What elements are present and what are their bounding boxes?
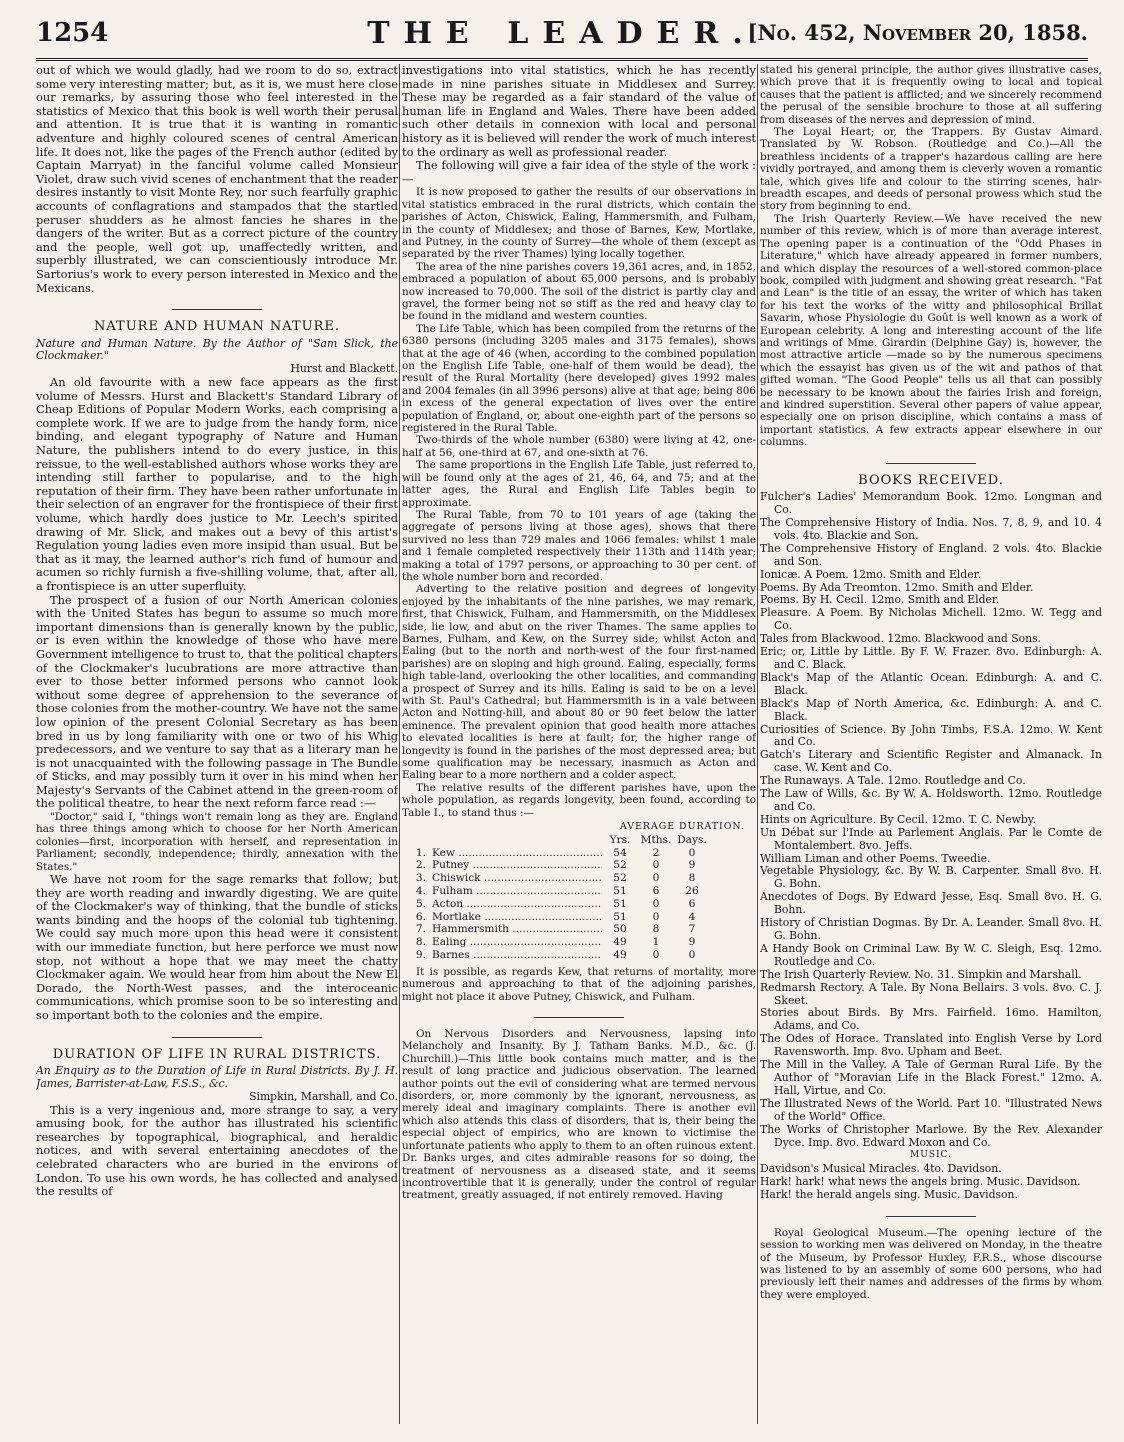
list-item: William Liman and other Poems. Tweedie. (760, 851, 991, 865)
table-cell-parish: Chiswick ..... (426, 872, 602, 885)
nature-paragraph-1: An old favourite with a new face appears as the first volume of Messrs. Hurst and Blackett's Standard Library of Cheap Editions of Popular Modern Works, each comprising a complete work. If we are to judge from the handy form, nice binding, and elegant typography of Nature and Human Nature, the publishers intend to do every justice, in this reissue, to the well-established authors whose works they are intending still farther to popularise, and to the high reputation of their firm. They have been rather unfortunate in their selection of an engraver for the frontispiece of their first volume, which hardly does justice to Mr. Leech's spirited drawing of Mr. Slick, and makes out a bevy of this artist's Regulation young ladies even more insipid than usual. But be that as it may, the learned author's rich fund of humour and acumen so richly furnish a five-shilling volume, that, after all, a frontispiece is an utter superfluity. (36, 375, 398, 593)
table-cell-days: 6 (688, 897, 696, 910)
duration-paragraph-3: The following will give a fair idea of the style of the work :— (402, 158, 756, 186)
list-item: Curiosities of Science. By John Timbs, F.S.A. 12mo. W. Kent and Co. (760, 722, 1102, 749)
loyal-heart-review: The Loyal Heart; or, the Trappers. By Gustav Aimard. Translated by W. Robson. (Routledge and Co.)—All the breathless incidents of a trapper's hazardous calling are here vividly portrayed, and among them is cleverly woven a romantic tale, which gives life and colour to the stirring scenes, hair-breadth escapes, and deeds of personal prowess which stud the story from beginning to end. (760, 126, 1102, 213)
list-item: Davidson's Musical Miracles. 4to. Davidson. (760, 1162, 1002, 1175)
table-cell-mths: 0 (652, 859, 660, 872)
duration-table (410, 821, 756, 962)
table-row (410, 911, 756, 924)
table-cell-n: 2. (415, 859, 426, 872)
table-cell-yrs: 51 (613, 885, 627, 898)
extract-paragraph: The Life Table, which has been compiled from the returns of the 6380 persons (including 3205 males and 3175 females), shows that at the age of 46 (when, according to the combined population on the English Life Table, one-half of them would be dead), the result of the Rural Mortality (here developed) gives 1992 males and 2004 females (in all 3996 persons) alive at that age; being 806 in excess of the general expectation of lives over the entire population of England, or, about one-eighth part of the persons so registered in the Rural Table. (402, 322, 756, 435)
list-item: A Handy Book on Criminal Law. By W. C. Sleigh, Esq. 12mo. Routledge and Co. (760, 941, 1102, 968)
table-cell-mths: 8 (652, 923, 660, 936)
geological-museum-note: Royal Geological Museum.—The opening lecture of the session to working men was delivered on Monday, in the theatre of the Museum, by Professor Huxley, F.R.S., whose discourse was listened to by an assembly of some 600 persons, who had previously left their names and addresses of the firms by whom they were employed. (760, 1226, 1102, 1301)
table-cell-mths: 0 (652, 897, 660, 910)
table-body (410, 847, 756, 962)
list-item: The Illustrated News of the World. Part 10. "Illustrated News of the World" Office. (760, 1096, 1102, 1123)
table-cell-days: 7 (688, 923, 696, 936)
extract-paragraph: Adverting to the relative position and degrees of longevity enjoyed by the inhabitants of the nine parishes, we may remark, first, that Chiswick, Fulham, and Hammersmith, on the Middlesex side, lie low, and abut on the river Thames. The same applies to Barnes, Fulham, and Kew, on the Surrey side; whilst Acton and Ealing (but to the north and north-west of the four first-named parishes) are on sloping and high ground. Ealing, especially, forms high table-land, overlooking the other localities, and commanding a prospect of Surrey and its hills. Ealing is said to be on a level with St. Paul's Cathedral; but Hammersmith is in a vale between Acton and Notting-hill, and about 80 or 90 feet below the latter eminence. The prevalent opinion that good health more attaches to elevated localities is here at fault; for, the higher range of longevity is found in the parishes of the most depressed area; but some qualification may be necessary, inasmuch as Acton and Ealing bear to a more northern and a colder aspect. (402, 583, 756, 782)
extract-paragraph: The Rural Table, from 70 to 101 years of age (taking the aggregate of persons living at those ages), shows that there survived no less than 729 males and 1066 females: whilst 1 male and 1 female completed respectively their 113th and 114th year; making a total of 1797 persons, or approaching to 30 per cent. of the whole number born and recorded. (402, 508, 756, 583)
mexico-review-end: out of which we would gladly, had we room to do so, extract some very interesting matter; but, as it is, we must here close our remarks, by assuring those who feel interested in the statistics of Mexico that this book is well worth their perusal and attention. It is true that it is wanting in romantic adventure and highly coloured scenes of central American life. It does not, like the pages of the French author (edited by Captain Marryat) in the fanciful volume called Monsieur Violet, draw such vivid scenes of enchantment that the reader desires instantly to visit Monte Rey, nor such fearfully graphic accounts of conflagrations and stampados that the startled peruser shudders as he almost fancies he shares in the dangers of the writer. But as a correct picture of the country and the people, well got up, unaffectedly written, and superbly illustrated, we can conscientiously introduce Mr. Sartorius's work to every person interested in Mexico and the Mexicans. (36, 64, 398, 295)
table-cell-days: 9 (688, 859, 696, 872)
table-cell-n: 1. (415, 846, 426, 859)
list-item: The Irish Quarterly Review. No. 31. Simpkin and Marshall. (760, 967, 1082, 981)
list-item: Redmarsh Rectory. A Tale. By Nona Bellairs. 3 vols. 8vo. C. J. Skeet. (760, 980, 1102, 1007)
list-item: The Runaways. A Tale. 12mo. Routledge and Co. (760, 774, 1026, 788)
clockmaker-quote: "Doctor," said I, "things won't remain long as they are. England has three things among which to choose for her North American colonies—first, incorporation with herself, and representation in Parliament; secondly, independence; thirdly, annexation with the States." (36, 811, 398, 873)
list-item: Poems. By H. Cecil. 12mo. Smith and Elder. (760, 593, 1000, 607)
page-number: 1254 (36, 18, 109, 48)
extract-paragraph: The relative results of the different parishes have, upon the whole population, as regards longevity, been found, according to Table I., to stand thus :— (402, 781, 756, 819)
table-cell-days: 8 (688, 872, 696, 885)
list-item: Gatch's Literary and Scientific Register and Almanack. In case. W. Kent and Co. (760, 748, 1102, 775)
list-item: Vegetable Physiology, &c. By W. B. Carpenter. Small 8vo. H. G. Bohn. (760, 864, 1102, 891)
table-cell-yrs: 52 (613, 872, 627, 885)
kew-note: It is possible, as regards Kew, that returns of mortality, more numerous and approaching to that of the adjoining parishes, might not place it above Putney, Chiswick, and Fulham. (402, 965, 756, 1003)
table-cell-days: 0 (688, 949, 696, 962)
section-divider (886, 463, 976, 464)
table-cell-yrs: 51 (613, 910, 627, 923)
table-cell-yrs: 49 (613, 936, 627, 949)
table-cell-yrs: 52 (613, 859, 627, 872)
duration-byline: An Enquiry as to the Duration of Life in Rural Districts. By J. H. James, Barrister-at-Law, F.S.S., &c. (36, 1064, 398, 1091)
table-cell-parish: Hammersmith ..... (426, 923, 602, 936)
section-divider (172, 1037, 262, 1038)
table-cell-days: 0 (688, 846, 696, 859)
list-item: Tales from Blackwood. 12mo. Blackwood and Sons. (760, 632, 1042, 646)
table-cell-parish: Putney ..... (426, 859, 602, 872)
nature-byline: Nature and Human Nature. By the Author of "Sam Slick, the Clockmaker." (36, 336, 398, 363)
list-item: Un Débat sur l'Inde au Parlement Anglais. Par le Comte de Montalembert. 8vo. Jeffs. (760, 825, 1102, 852)
books-list (760, 491, 1102, 1149)
table-row (410, 936, 756, 949)
books-received-heading: BOOKS RECEIVED. (858, 472, 1004, 488)
list-item: Hark! the herald angels sing. Music. Davidson. (760, 1187, 1018, 1201)
list-item: The Works of Christopher Marlowe. By the Rev. Alexander Dyce. Imp. 8vo. Edward Moxon and Co. (760, 1122, 1102, 1149)
table-row (410, 923, 756, 936)
table-cell-parish: Fulham ..... (426, 885, 602, 898)
table-cell-mths: 6 (652, 885, 660, 898)
table-row (410, 859, 756, 872)
list-item: Hark! hark! what news the angels bring. Music. Davidson. (760, 1174, 1081, 1188)
column-3 (760, 64, 1102, 1430)
table-header-row (410, 834, 756, 847)
table-cell-n: 5. (415, 897, 426, 910)
table-cell-mths: 0 (652, 910, 660, 923)
list-item: Black's Map of the Atlantic Ocean. Edinburgh: A. and C. Black. (760, 670, 1102, 697)
list-item: The Comprehensive History of India. Nos. 7, 8, 9, and 10. 4 vols. 4to. Blackie and Son. (760, 516, 1102, 542)
table-cell-n: 3. (415, 872, 426, 885)
list-item: Black's Map of North America, &c. Edinburgh: A. and C. Black. (760, 696, 1102, 723)
table-cell-parish: Kew ..... (426, 847, 602, 860)
nature-paragraph-2: The prospect of a fusion of our North American colonies with the United States has begun to assume so much more important dimensions than is generally known by the public, or is even within the knowledge of those who have mere Government intelligence to trust to, that the political chapters of the Clockmaker's lucubrations are more attractive than ever to those better informed persons who cannot look without some degree of apprehension to the severance of those colonies from the mother-country. We have not the same low opinion of the present Colonial Secretary as has been bred in us by long familiarity with one or two of his Whig predecessors, and we venture to say that as a literary man he is not unacquainted with the following passage in The Bundle of Sticks, and may possibly turn it over in his mind when her Majesty's Servants of the Cabinet attend in the green-room of the political theatre, to hear the next reform farce read :— (36, 592, 398, 811)
section-divider (534, 1017, 624, 1018)
issue-date: [No. 452, November 20, 1858. (747, 20, 1088, 45)
table-cell-days: 9 (688, 936, 696, 949)
table-cell-mths: 1 (652, 936, 660, 949)
extract-paragraph: It is now proposed to gather the results of our observations in vital statistics embraced in the rural districts, which contain the parishes of Acton, Chiswick, Ealing, Hammersmith, and Fulham, in the county of Middlesex; and those of Barnes, Kew, Mortlake, and Putney, in the county of Surrey—the whole of them (except as separated by the river Thames) lying locally together. (402, 186, 756, 261)
table-cell-mths: 0 (652, 949, 660, 962)
table-row (410, 898, 756, 911)
newspaper-title: THE LEADER. (367, 16, 757, 51)
column-1 (36, 64, 398, 1430)
list-item: Stories about Birds. By Mrs. Fairfield. 16mo. Hamilton, Adams, and Co. (760, 1006, 1102, 1033)
table-cell-yrs: 54 (613, 846, 627, 859)
table-cell-mths: 0 (652, 872, 660, 885)
table-cell-yrs: 50 (613, 923, 627, 936)
list-item: Pleasure. A Poem. By Nicholas Michell. 12mo. W. Tegg and Co. (760, 606, 1102, 633)
masthead (36, 8, 1088, 61)
duration-publisher: Simpkin, Marshall, and Co. (249, 1089, 398, 1103)
duration-heading: DURATION OF LIFE IN RURAL DISTRICTS. (52, 1046, 382, 1062)
list-item: The Mill in the Valley. A Tale of German Rural Life. By the Author of "Moravian Life in the Black Forest." 12mo. A. Hall, Virtue, and Co. (760, 1058, 1102, 1097)
table-row (410, 949, 756, 962)
column-2 (402, 64, 756, 1430)
table-cell-n: 6. (415, 910, 426, 923)
irish-quarterly-review: The Irish Quarterly Review.—We have received the new number of this review, which is of more than average interest. The opening paper is a continuation of the "Odd Phases in Literature," which have already appeared in former numbers, and which display the resources of a well-stored common-place book, compiled with judgment and showing great research. "Fat and Lean" is the title of an essay, the writer of which has taken for his text the works of the witty and philosophical Brillat Savarin, whose Physiologie du Goût is well known as a work of European celebrity. A long and interesting account of the life and writings of Mme. Girardin (Delphine Gay) is, however, the most attractive article —made so by the numerous specimens which the essayist has given us of the wit and pathos of that gifted woman. "The Good People" tells us all that can possibly be necessary to be known about the fairies Irish and foreign, and kindred superstition. Several other papers of value appear, especially one on prison discipline, which contains a mass of important statistics. A few extracts appear elsewhere in our columns. (760, 212, 1102, 449)
table-cell-days: 4 (688, 910, 696, 923)
music-list (760, 1163, 1102, 1202)
nervous-disorders-review: On Nervous Disorders and Nervousness, lapsing into Melancholy and Insanity. By J. Tatham Banks. M.D., &c. (J. Churchill.)—This little book contains much matter, and is the result of long practice and judicious observation. The learned author points out the evil of considering what are termed nervous disorders, or, more commonly by the ignorant, nervousness, as merely ideal and imaginary complaints. There is another evil which also attends this class of disorders, that is, their being the especial object of empirics, who are known to victimise the unfortunate patients who apply to them to an often ruinous extent. Dr. Banks urges, and cites admirable reasons for so doing, the treatment of nervousness as a diseased state, and it seems incontrovertible that it is generally, under the control of regular treatment, greatly assuaged, if not entirely removed. Having (402, 1028, 756, 1202)
nature-heading: NATURE AND HUMAN NATURE. (94, 319, 340, 335)
table-cell-parish: Acton ..... (426, 898, 602, 911)
section-divider (172, 309, 262, 310)
list-item: Poems. By Ada Treomton. 12mo. Smith and Elder. (760, 580, 1034, 594)
section-divider (886, 1216, 976, 1217)
list-item: Fulcher's Ladies' Memorandum Book. 12mo. Longman and Co. (760, 490, 1102, 517)
duration-paragraph-2: investigations into vital statistics, which he has recently made in nine parishes situate in Middlesex and Surrey. These may be regarded as a fair standard of the value of human life in England and Wales. There have been added such other details in connexion with local and personal history as it is believed will render the work of much interest to the ordinary as well as professional reader. (402, 64, 756, 159)
table-cell-n: 4. (415, 885, 426, 898)
list-item: Eric; or, Little by Little. By F. W. Frazer. 8vo. Edinburgh: A. and C. Black. (760, 645, 1102, 671)
table-cell-yrs: 49 (613, 949, 627, 962)
table-cell-n: 7. (415, 923, 426, 936)
table-cell-yrs: 51 (613, 897, 627, 910)
table-cell-n: 8. (415, 936, 426, 949)
nature-publisher: Hurst and Blackett. (290, 362, 398, 376)
list-item: The Law of Wills, &c. By W. A. Holdsworth. 12mo. Routledge and Co. (760, 787, 1102, 813)
column-header: Mths. (640, 833, 672, 846)
table-cell-n: 9. (415, 949, 426, 962)
list-item: The Comprehensive History of England. 2 vols. 4to. Blackie and Son. (760, 541, 1102, 568)
column-header: Days. (677, 833, 707, 846)
table-row (410, 847, 756, 860)
extract-paragraph: Two-thirds of the whole number (6380) were living at 42, one-half at 56, one-third at 67, and one-sixth at 76. (402, 434, 756, 459)
column-rule (757, 64, 758, 1424)
extract-paragraph: The area of the nine parishes covers 19,361 acres, and, in 1852, embraced a population of about 65,000 persons, and is probably now increased to 70,000. The soil of the district is partly clay and gravel, the former being not so stiff as the red and heavy clay to be found in the midland and western counties. (402, 260, 756, 323)
table-cell-days: 26 (685, 885, 699, 898)
list-item: History of Christian Dogmas. By Dr. A. Leander. Small 8vo. H. G. Bohn. (760, 916, 1102, 942)
table-row (410, 885, 756, 898)
table-caption: AVERAGE DURATION. (620, 821, 746, 833)
table-cell-parish: Mortlake ..... (426, 911, 602, 924)
column-rule (399, 64, 400, 1424)
table-cell-parish: Barnes ..... (426, 949, 602, 962)
column-header: Yrs. (609, 833, 631, 846)
duration-paragraph-1: This is a very ingenious and, more strange to say, a very amusing book, for the author has illustrated his scientific researches by topographical, biographical, and heraldic notices, and with several entertaining anecdotes of the celebrated characters who are buried in the environs of London. To use his own words, he has collected and analysed the results of (36, 1102, 398, 1199)
table-cell-parish: Ealing ..... (426, 936, 602, 949)
music-heading: MUSIC. (910, 1150, 952, 1161)
list-item: The Odes of Horace. Translated into English Verse by Lord Ravensworth. Imp. 8vo. Upham and Beet. (760, 1032, 1102, 1059)
list-item: Anecdotes of Dogs. By Edward Jesse, Esq. Small 8vo. H. G. Bohn. (760, 890, 1102, 917)
list-item: Ionicæ. A Poem. 12mo. Smith and Elder. (760, 567, 982, 581)
list-item: Hints on Agriculture. By Cecil. 12mo. T. C. Newby. (760, 812, 1036, 826)
nature-paragraph-3: We have not room for the sage remarks that follow; but they are worth reading and inwardly digesting. We are quite of the Clockmaker's way of thinking, that the bundle of sticks wants binding and the hoops of the colonial tub tightening. We could say much more upon this head were it consistent with our immediate function, but here perforce we must now stop, not without a hope that we may meet the chatty Clockmaker again. We would hear from him about the New El Dorado, the North-West passes, and the interoceanic communications, which promise soon to be so interesting and so important both to the colonies and the empire. (36, 872, 398, 1023)
table-cell-mths: 2 (652, 846, 660, 859)
table-row (410, 872, 756, 885)
nervous-review-end: stated his general principle, the author gives illustrative cases, which prove that it is frequently owing to local and topical causes that the patient is afflicted; and we sincerely recommend the perusal of the sensible brochure to those at all suffering from diseases of the nerves and depression of mind. (760, 64, 1102, 126)
extract-paragraph: The same proportions in the English Life Table, just referred to, will be found only at the ages of 21, 46, 64, and 75; and at the latter ages, the Rural and English Life Tables begin to approximate. (402, 459, 756, 509)
